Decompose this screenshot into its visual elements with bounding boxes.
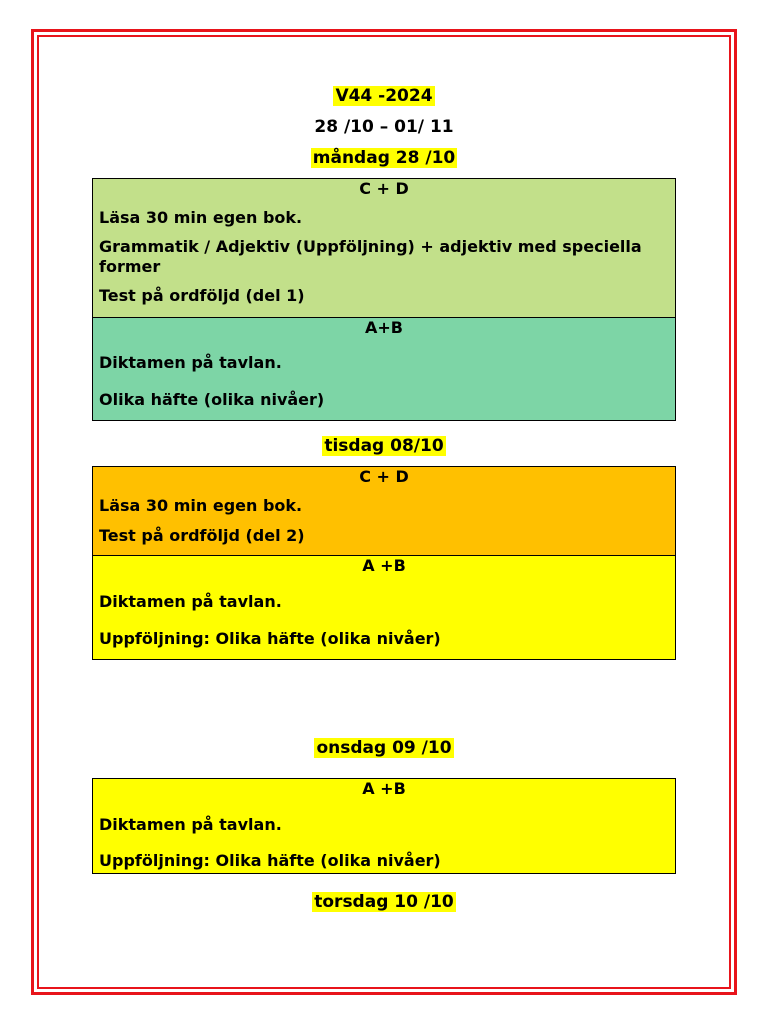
monday-ab-task-1: Diktamen på tavlan. xyxy=(99,353,282,372)
wednesday-heading-text: onsdag 09 /10 xyxy=(316,738,452,758)
week-date-range: 28 /10 – 01/ 11 xyxy=(314,117,454,137)
wednesday-heading xyxy=(0,737,768,759)
week-title xyxy=(0,85,768,107)
monday-ab-task-2: Olika häfte (olika nivåer) xyxy=(99,390,325,409)
tuesday-cd-group-label: C + D xyxy=(359,467,409,486)
monday-cd-block xyxy=(92,178,676,318)
monday-cd-task-2: Grammatik / Adjektiv (Uppföljning) + adjektiv med speciella former xyxy=(99,237,642,276)
thursday-heading xyxy=(0,891,768,913)
week-title-text: V44 -2024 xyxy=(335,86,433,106)
tuesday-ab-group-label: A +B xyxy=(362,556,406,575)
wednesday-ab-block xyxy=(92,778,676,874)
monday-cd-task-1: Läsa 30 min egen bok. xyxy=(99,208,303,227)
tuesday-heading-text: tisdag 08/10 xyxy=(324,436,444,456)
monday-cd-task-3: Test på ordföljd (del 1) xyxy=(99,286,305,305)
tuesday-ab-task-1: Diktamen på tavlan. xyxy=(99,592,282,611)
tuesday-ab-task-2: Uppföljning: Olika häfte (olika nivåer) xyxy=(99,629,441,648)
tuesday-cd-task-2: Test på ordföljd (del 2) xyxy=(99,526,305,545)
monday-ab-block xyxy=(92,317,676,421)
monday-heading xyxy=(0,147,768,169)
wednesday-ab-group-label: A +B xyxy=(362,779,406,798)
tuesday-cd-task-1: Läsa 30 min egen bok. xyxy=(99,496,303,515)
tuesday-ab-block xyxy=(92,555,676,660)
monday-ab-group-label: A+B xyxy=(365,318,403,337)
tuesday-cd-block xyxy=(92,466,676,556)
thursday-heading-text: torsdag 10 /10 xyxy=(314,892,454,912)
tuesday-heading xyxy=(0,435,768,457)
monday-cd-group-label: C + D xyxy=(359,179,409,198)
wednesday-ab-task-1: Diktamen på tavlan. xyxy=(99,815,282,834)
monday-heading-text: måndag 28 /10 xyxy=(312,148,456,168)
wednesday-ab-task-2: Uppföljning: Olika häfte (olika nivåer) xyxy=(99,851,441,870)
